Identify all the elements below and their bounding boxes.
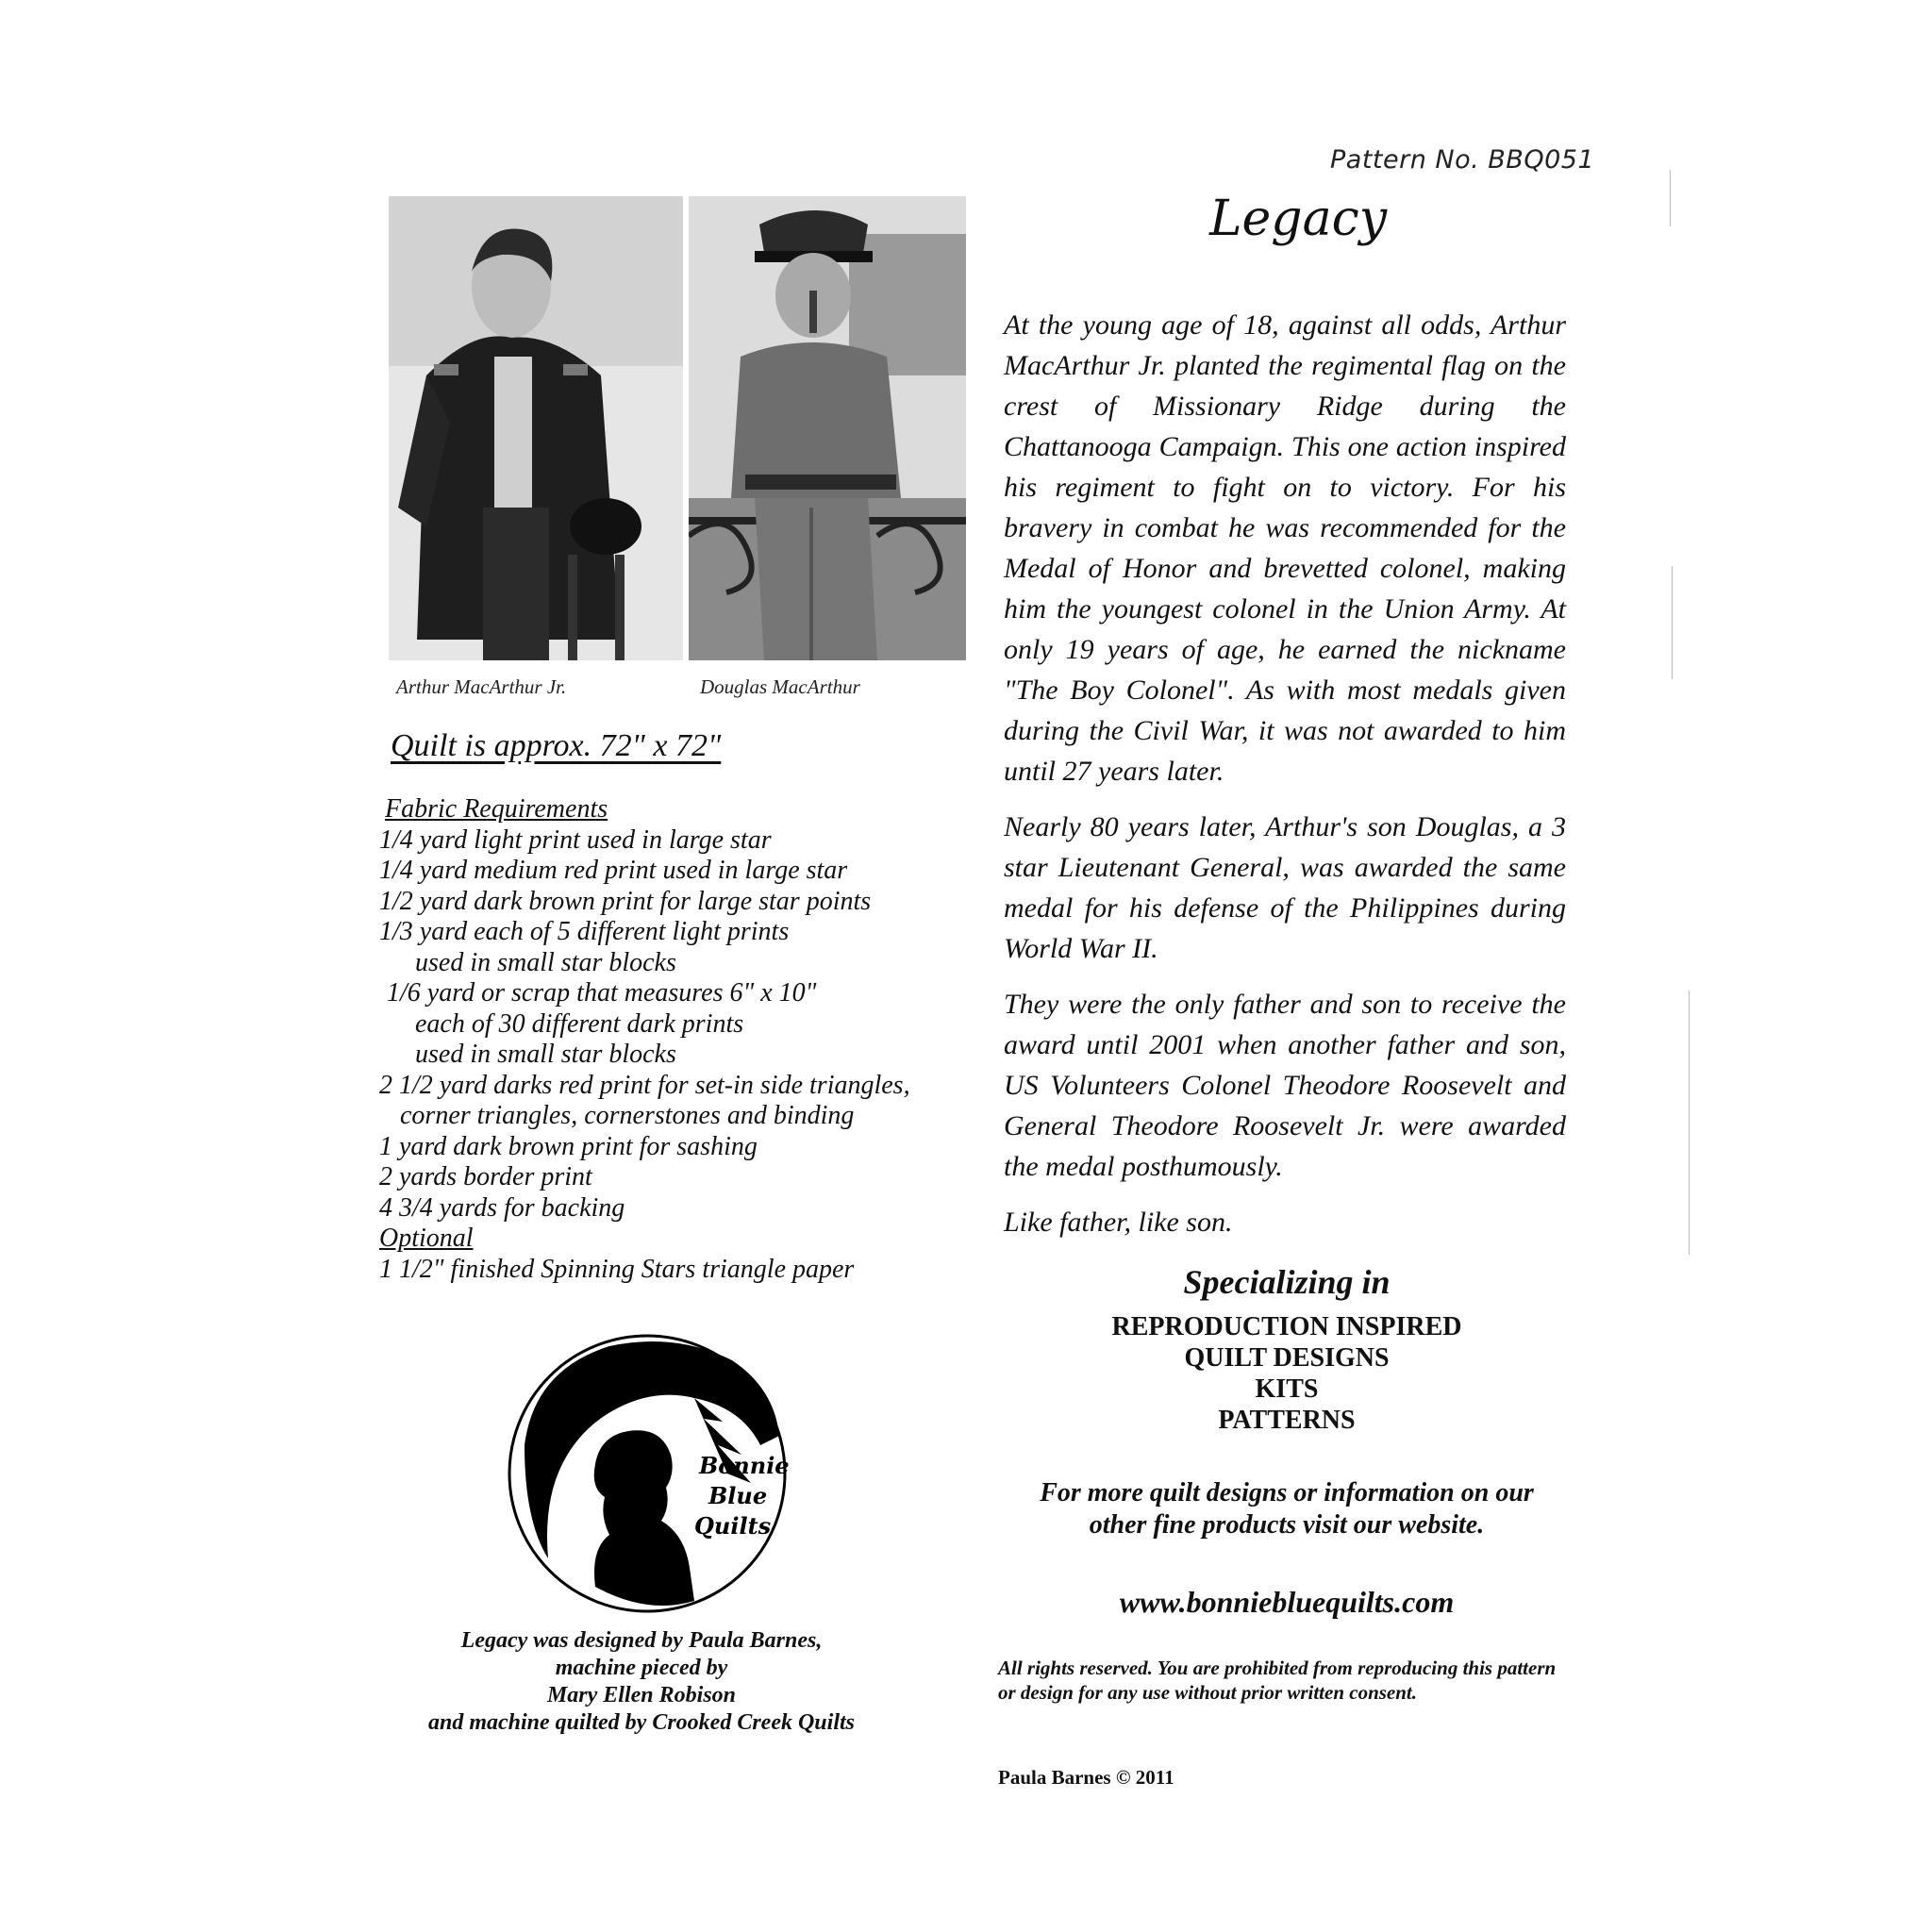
fabric-line: used in small star blocks <box>415 1040 676 1069</box>
credit-line: Legacy was designed by Paula Barnes, <box>460 1628 823 1653</box>
fabric-heading: Fabric Requirements <box>385 794 608 824</box>
fabric-line: 1 yard dark brown print for sashing <box>379 1131 758 1161</box>
design-credits <box>377 1627 906 1737</box>
optional-heading: Optional <box>379 1224 474 1253</box>
website-url: www.bonniebluequilts.com <box>1119 1585 1455 1619</box>
fabric-line: used in small star blocks <box>415 947 676 977</box>
scan-mark <box>1670 170 1671 226</box>
more-info-line: For more quilt designs or information on our <box>1040 1478 1534 1507</box>
logo-text-bonnie: Bonnie <box>699 1452 789 1479</box>
logo-text-quilts: Quilts <box>694 1512 772 1540</box>
pattern-title: Legacy <box>1209 191 1388 247</box>
specializing-item: KITS <box>1255 1374 1319 1404</box>
fabric-line: 1/4 yard light print used in large star <box>379 824 772 855</box>
more-info-line: other fine products visit our website. <box>1089 1510 1485 1540</box>
specializing-heading: Specializing in <box>1183 1263 1391 1301</box>
photo-arthur-macarthur-jr <box>389 196 683 660</box>
fabric-line: each of 30 different dark prints <box>415 1008 744 1039</box>
story-text <box>1004 305 1566 1257</box>
fabric-line: 2 1/2 yard darks red print for set-in side triangles, <box>379 1070 910 1100</box>
scan-mark <box>1689 991 1690 1255</box>
bonnie-blue-quilts-logo <box>506 1332 789 1615</box>
fabric-line: 2 yards border print <box>379 1162 592 1191</box>
quilt-size: Quilt is approx. 72" x 72" <box>391 728 722 763</box>
credit-line: machine pieced by <box>555 1656 728 1680</box>
fabric-line: corner triangles, cornerstones and binding <box>400 1101 855 1130</box>
specializing-item: QUILT DESIGNS <box>1184 1343 1390 1373</box>
pattern-number: Pattern No. BBQ051 <box>1330 145 1595 175</box>
fabric-line: 1/6 yard or scrap that measures 6" x 10" <box>387 978 817 1008</box>
fabric-line: 1/4 yard medium red print used in large star <box>379 856 848 885</box>
story-paragraph: Like father, like son. <box>1004 1207 1233 1238</box>
photo-caption-right: Douglas MacArthur <box>700 675 860 698</box>
fabric-line: 1/3 yard each of 5 different light prints <box>379 917 790 946</box>
optional-line: 1 1/2" finished Spinning Stars triangle paper <box>379 1254 855 1284</box>
credit-line: Mary Ellen Robison <box>546 1683 737 1707</box>
story-paragraph: At the young age of 18, against all odds, Arthur MacArthur Jr. planted the regimental flag on the crest of Missionary Ridge during the Chattanooga Campaign. This one action inspired his regiment to fight on to victory. For his bravery in combat he was recommended for the Medal of Honor and brevetted colonel, making him the youngest colonel in the Union Army. At only 19 years of age, he earned the nickname "The Boy Colonel". As with most medals given during the Civil War, it was not awarded to him until 27 years later. <box>1004 309 1566 787</box>
fabric-line: 1/2 yard dark brown print for large star points <box>379 886 872 916</box>
photo-caption-left: Arthur MacArthur Jr. <box>396 675 567 698</box>
rights-notice: All rights reserved. You are prohibited from reproducing this pattern or design for any use without prior written consent. <box>998 1657 1557 1704</box>
fabric-line: 4 3/4 yards for backing <box>379 1192 625 1223</box>
scan-mark <box>1672 566 1673 679</box>
story-paragraph: They were the only father and son to receive the award until 2001 when another father and son, US Volunteers Colonel Theodore Roosevelt and General Theodore Roosevelt Jr. were awarded the medal posthumously. <box>1004 989 1566 1182</box>
photo-douglas-macarthur <box>689 196 966 660</box>
credit-line: and machine quilted by Crooked Creek Quilts <box>427 1710 855 1735</box>
logo-text-blue: Blue <box>708 1482 768 1509</box>
specializing-item: PATTERNS <box>1218 1406 1356 1435</box>
specializing-item: REPRODUCTION INSPIRED <box>1111 1312 1462 1341</box>
more-info <box>1004 1477 1570 1541</box>
fabric-requirements <box>379 794 945 1285</box>
copyright-notice: Paula Barnes © 2011 <box>998 1766 1174 1789</box>
story-paragraph: Nearly 80 years later, Arthur's son Douglas, a 3 star Lieutenant General, was awarded the same medal for his defense of the Philippines during World War II. <box>1004 811 1566 964</box>
specializing-list <box>1004 1311 1570 1436</box>
